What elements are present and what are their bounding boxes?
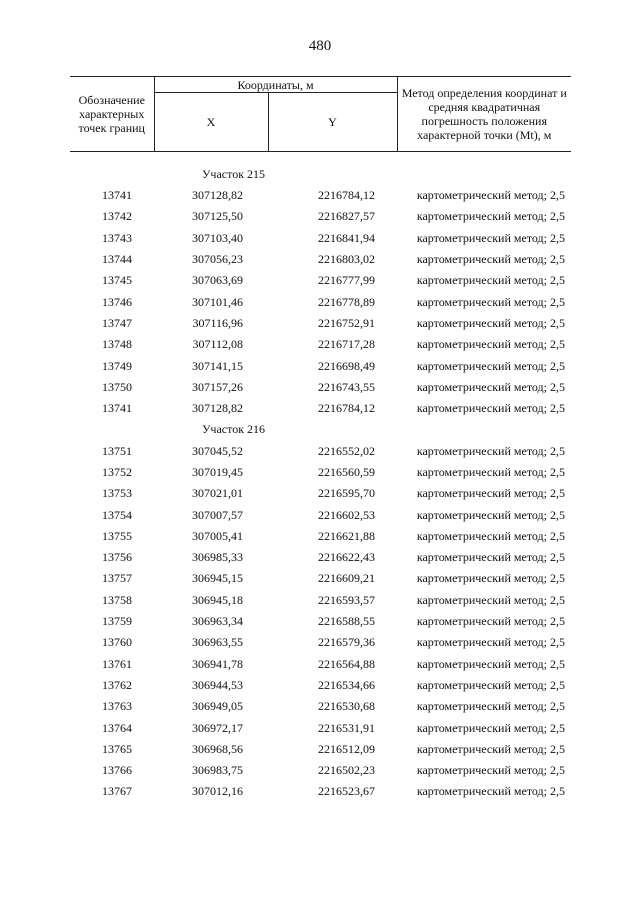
method-cell: картометрический метод; 2,5 xyxy=(416,486,565,501)
method-cell: картометрический метод; 2,5 xyxy=(416,358,565,373)
method-cell: картометрический метод; 2,5 xyxy=(416,465,565,479)
table-row xyxy=(70,228,571,249)
point-cell: 13766 xyxy=(102,763,132,778)
table-row xyxy=(70,313,571,334)
y-cell: 2216621,88 xyxy=(318,528,375,543)
x-cell: 307012,16 xyxy=(192,784,243,799)
point-cell: 13741 xyxy=(102,401,132,416)
x-cell: 306983,75 xyxy=(192,763,243,778)
table-row xyxy=(70,334,571,355)
point-cell: 13750 xyxy=(102,379,132,394)
y-cell: 2216530,68 xyxy=(318,699,375,714)
point-cell: 13763 xyxy=(102,699,132,714)
method-cell: картометрический метод; 2,5 xyxy=(416,614,565,629)
y-cell: 2216784,12 xyxy=(318,401,375,416)
section-title: Участок 215 xyxy=(201,167,266,181)
x-cell: 307045,52 xyxy=(192,443,243,458)
x-cell: 306972,17 xyxy=(192,720,243,735)
y-cell: 2216531,91 xyxy=(318,720,375,735)
method-cell: картометрический метод; 2,5 xyxy=(416,230,565,245)
table-row xyxy=(70,206,571,227)
y-cell: 2216841,94 xyxy=(318,230,375,245)
header-x: X xyxy=(154,93,268,152)
point-cell: 13759 xyxy=(102,614,132,629)
method-cell: картометрический метод; 2,5 xyxy=(416,252,565,267)
y-cell: 2216534,66 xyxy=(318,677,375,692)
y-cell: 2216609,21 xyxy=(318,571,375,586)
table-row xyxy=(70,377,571,398)
y-cell: 2216778,89 xyxy=(318,294,375,309)
section-title: Участок 216 xyxy=(201,422,266,437)
point-cell: 13744 xyxy=(102,252,132,267)
x-cell: 307007,57 xyxy=(192,507,243,522)
method-cell: картометрический метод; 2,5 xyxy=(416,656,565,671)
point-cell: 13742 xyxy=(102,209,132,224)
table-row xyxy=(70,696,571,717)
point-cell: 13756 xyxy=(102,550,132,565)
table-row xyxy=(70,632,571,653)
table-row xyxy=(70,483,571,504)
table-body xyxy=(70,152,571,803)
x-cell: 306945,18 xyxy=(192,592,243,607)
table-row xyxy=(70,781,571,802)
x-cell: 307063,69 xyxy=(192,273,243,288)
point-cell: 13767 xyxy=(102,784,132,799)
x-cell: 307128,82 xyxy=(192,401,243,416)
table-row xyxy=(70,504,571,525)
method-cell: картометрический метод; 2,5 xyxy=(416,294,565,309)
header-coordinates: Координаты, м xyxy=(154,77,397,93)
method-cell: картометрический метод; 2,5 xyxy=(416,401,565,416)
method-cell: картометрический метод; 2,5 xyxy=(416,635,565,650)
table-row xyxy=(70,249,571,270)
table-row xyxy=(70,398,571,419)
header-y: Y xyxy=(268,93,397,152)
y-cell: 2216777,99 xyxy=(318,273,375,288)
method-cell: картометрический метод; 2,5 xyxy=(416,592,565,607)
method-cell: картометрический метод; 2,5 xyxy=(416,741,565,756)
table-row xyxy=(70,675,571,696)
section-header-row xyxy=(70,419,571,440)
method-cell: картометрический метод; 2,5 xyxy=(416,699,565,714)
y-cell: 2216593,57 xyxy=(318,592,375,607)
point-cell: 13764 xyxy=(102,720,132,735)
method-cell: картометрический метод; 2,5 xyxy=(416,763,565,778)
coordinates-table xyxy=(70,76,571,803)
point-cell: 13745 xyxy=(102,273,132,288)
method-cell: картометрический метод; 2,5 xyxy=(416,677,565,692)
y-cell: 2216784,12 xyxy=(318,188,375,203)
table-row xyxy=(70,739,571,760)
x-cell: 306944,53 xyxy=(192,677,243,692)
x-cell: 307019,45 xyxy=(192,465,243,479)
x-cell: 306968,56 xyxy=(192,741,243,756)
y-cell: 2216698,49 xyxy=(318,358,375,373)
point-cell: 13758 xyxy=(102,592,132,607)
point-cell: 13755 xyxy=(102,528,132,543)
y-cell: 2216827,57 xyxy=(318,209,375,224)
table-row xyxy=(70,611,571,632)
y-cell: 2216717,28 xyxy=(318,337,375,352)
point-cell: 13753 xyxy=(102,486,132,501)
table-row xyxy=(70,547,571,568)
y-cell: 2216803,02 xyxy=(318,252,375,267)
table-row xyxy=(70,526,571,547)
y-cell: 2216560,59 xyxy=(318,465,375,479)
y-cell: 2216752,91 xyxy=(318,315,375,330)
y-cell: 2216502,23 xyxy=(318,763,375,778)
method-cell: картометрический метод; 2,5 xyxy=(416,188,565,203)
x-cell: 306949,05 xyxy=(192,699,243,714)
x-cell: 306963,55 xyxy=(192,635,243,650)
y-cell: 2216602,53 xyxy=(318,507,375,522)
y-cell: 2216579,36 xyxy=(318,635,375,650)
x-cell: 307125,50 xyxy=(192,209,243,224)
x-cell: 307116,96 xyxy=(192,315,243,330)
y-cell: 2216743,55 xyxy=(318,379,375,394)
method-cell: картометрический метод; 2,5 xyxy=(416,571,565,586)
table-row xyxy=(70,355,571,376)
y-cell: 2216512,09 xyxy=(318,741,375,756)
point-cell: 13762 xyxy=(102,677,132,692)
point-cell: 13765 xyxy=(102,741,132,756)
x-cell: 307128,82 xyxy=(192,188,243,203)
point-cell: 13749 xyxy=(102,358,132,373)
x-cell: 307103,40 xyxy=(192,230,243,245)
header-method: Метод определения координат и средняя квадратичная погрешность положения характерной точки (Mt), м xyxy=(397,77,571,152)
page-number: 480 xyxy=(308,38,332,54)
x-cell: 307141,15 xyxy=(192,358,243,373)
y-cell: 2216564,88 xyxy=(318,656,375,671)
x-cell: 307101,46 xyxy=(192,294,243,309)
method-cell: картометрический метод; 2,5 xyxy=(416,337,565,352)
table-row xyxy=(70,590,571,611)
x-cell: 307157,26 xyxy=(192,379,243,394)
point-cell: 13752 xyxy=(102,465,132,479)
section-empty-cell xyxy=(397,419,571,440)
point-cell: 13743 xyxy=(102,230,132,245)
point-cell: 13757 xyxy=(102,571,132,586)
method-cell: картометрический метод; 2,5 xyxy=(416,273,565,288)
x-cell: 306963,34 xyxy=(192,614,243,629)
point-cell: 13760 xyxy=(102,635,132,650)
method-cell: картометрический метод; 2,5 xyxy=(416,507,565,522)
table-row xyxy=(70,270,571,291)
point-cell: 13751 xyxy=(102,443,132,458)
y-cell: 2216622,43 xyxy=(318,550,375,565)
point-cell: 13761 xyxy=(102,656,132,671)
table-row xyxy=(70,760,571,781)
method-cell: картометрический метод; 2,5 xyxy=(416,315,565,330)
table-row xyxy=(70,441,571,462)
y-cell: 2216588,55 xyxy=(318,614,375,629)
table-header xyxy=(70,77,571,152)
method-cell: картометрический метод; 2,5 xyxy=(416,720,565,735)
x-cell: 306985,33 xyxy=(192,550,243,565)
point-cell: 13746 xyxy=(102,294,132,309)
y-cell: 2216552,02 xyxy=(318,443,375,458)
header-point-designation: Обозначение характерных точек границ xyxy=(70,77,154,152)
point-cell: 13741 xyxy=(102,188,132,203)
table-row xyxy=(70,654,571,675)
x-cell: 307021,01 xyxy=(192,486,243,501)
table-row xyxy=(70,568,571,589)
section-empty-cell xyxy=(397,152,571,186)
method-cell: картометрический метод; 2,5 xyxy=(416,379,565,394)
x-cell: 307005,41 xyxy=(192,528,243,543)
y-cell: 2216523,67 xyxy=(318,784,375,799)
x-cell: 307056,23 xyxy=(192,252,243,267)
point-cell: 13754 xyxy=(102,507,132,522)
table-row xyxy=(70,291,571,312)
method-cell: картометрический метод; 2,5 xyxy=(416,443,565,458)
table-row xyxy=(70,185,571,206)
table-row xyxy=(70,717,571,738)
method-cell: картометрический метод; 2,5 xyxy=(416,528,565,543)
point-cell: 13748 xyxy=(102,337,132,352)
method-cell: картометрический метод; 2,5 xyxy=(416,784,565,799)
method-cell: картометрический метод; 2,5 xyxy=(416,209,565,224)
table-row xyxy=(70,462,571,483)
x-cell: 306945,15 xyxy=(192,571,243,586)
method-cell: картометрический метод; 2,5 xyxy=(416,550,565,565)
y-cell: 2216595,70 xyxy=(318,486,375,501)
x-cell: 307112,08 xyxy=(192,337,243,352)
x-cell: 306941,78 xyxy=(192,656,243,671)
point-cell: 13747 xyxy=(102,315,132,330)
section-header-row xyxy=(70,152,571,186)
